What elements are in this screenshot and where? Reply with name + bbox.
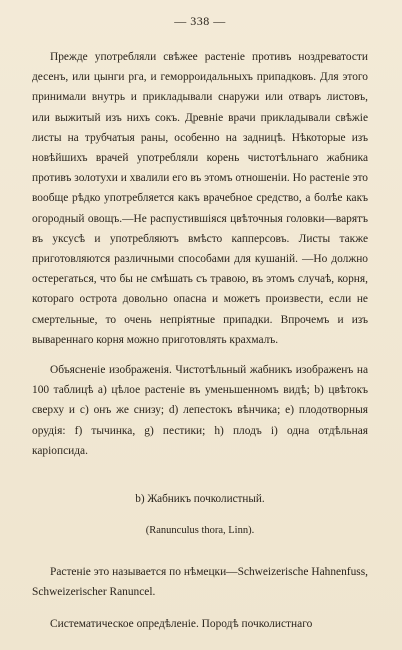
paragraph-uses: Прежде употребляли свѣжее растеніе противъ ноздреватости десенъ, или цынги рга, и геморроидальныхъ припадковъ. Для этого принимали внутрь и прикладывали снаружи или отваръ листовъ, или выжитый изъ нихъ сокъ. Древніе врачи прикладывали свѣжіе листы на трубчатыя раны, особенно на задницѣ. Нѣкоторые изъ новѣйшихъ врачей употребляли корень чистотѣльнаго жабника противъ золотухи и хвалили его въ этомъ отношеніи. Но растеніе это вообще рѣдко употребляется какъ врачебное средство, а болѣе какъ огородный овощъ.—Не распустившіяся цвѣточныя головки—варятъ въ уксусѣ и употребляютъ вмѣсто капперсовъ. Листы также приготовляются различными способами для кушаній. —Но должно остерегаться, что бы не смѣшать съ травою, въ этомъ случаѣ, корня, котораго острота довольно опасна и можетъ произвести, если не смертельные, то очень непріятные припадки. Впрочемъ и изъ вывареннаго корня можно приготовлять крахмалъ. [32,51,368,346]
paragraph-german-name: Растеніе это называется по нѣмецки—Schweizerische Hahnenfuss, Schweizerischer Ranunсel. [32,566,368,599]
paragraph-systematic: Систематическое опредѣленіе. Породѣ почколистнаго [50,618,313,631]
latin-name: (Ranunculus thora, Linn). [145,525,255,537]
page-number: — 338 — [174,14,226,28]
section-heading: b) Жабникъ почколистный. [135,493,265,506]
paragraph-figure-explanation: Объясненіе изображенія. Чистотѣльный жабникъ изображенъ на 100 таблицѣ a) цѣлое растеніе въ уменьшенномъ видѣ; b) цвѣтокъ сверху и c) онъ же снизу; d) лепестокъ вѣнчика; e) плодотворныя орудія: f) тычинка, g) пестики; h) плодъ i) одна отдѣльная каріопсида. [32,364,368,457]
